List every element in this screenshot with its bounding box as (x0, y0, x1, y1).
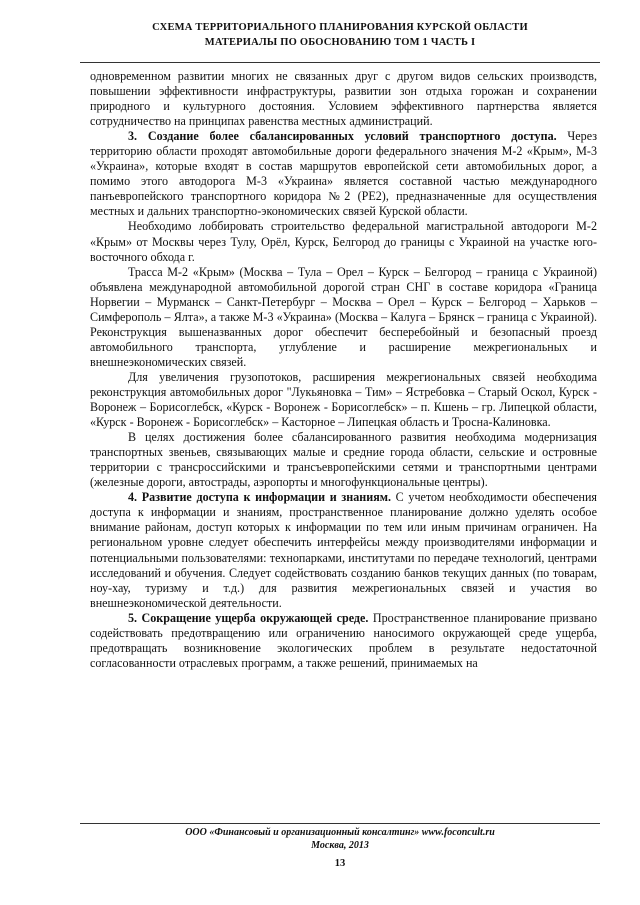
paragraph-information-access: 4. Развитие доступа к информации и знаниям. С учетом необходимости обеспечения доступа к информации и знаниям, пространственное планирование должно уделять особое внимание районам, доступ которых к информации по тем или иным причинам ограничен. На региональном уровне следует обеспечить интерфейсы между производителями информации и потенциальными пользователями: технопарками, институтами по передаче технологий, центрами исследований и обучения. Следует содействовать созданию банков текущих данных (по товарам, ноу-хау, туризму и т.д.) для развития межрегиональных связей и участия во внешнеэкономической деятельности. (90, 490, 597, 610)
header-subtitle: МАТЕРИАЛЫ ПО ОБОСНОВАНИЮ ТОМ 1 ЧАСТЬ I (204, 37, 476, 48)
paragraph-transport-access: 3. Создание более сбалансированных условий транспортного доступа. Через территорию области проходят автомобильные дороги федерального значения М-2 «Крым», М-3 «Украина», которые входят в состав маршрутов европейской сети автомобильных дорог, а помимо этого автодорога М-3 «Украина» является составной частью международного панъевропейского транспортного коридора №2 (РЕ2), предназначенные для осуществления местных и дальних транспортно-экономических связей Курской области. (90, 129, 597, 219)
section-heading-5: 5. Сокращение ущерба окружающей среде. (128, 610, 369, 625)
footer-company: ООО «Финансовый и организационный консалтинг» www.foconcult.ru (185, 827, 495, 838)
footer-city-year: Москва, 2013 (311, 840, 369, 851)
paragraph-modernization: В целях достижения более сбалансированного развития необходима модернизация транспортных звеньев, связывающих малые и средние города области, сельские и островные территории с трансроссийскими и трансъевропейскими сетями и транспортными центрами (железные дороги, автострады, аэропорты и многофункциональные центры). (90, 430, 597, 490)
paragraph-m2-route: Трасса М-2 «Крым» (Москва – Тула – Орел – Курск – Белгород – граница с Украиной) объявлена международной автомобильной дорогой стран СНГ в составе коридора «Граница Норвегии – Мурманск – Санкт-Петербург – Москва – Орел – Курск – Белгород – Харьков – Симферополь – Ялта», а также М-3 «Украина» (Москва – Калуга – Брянск – граница с Украиной). Реконструкция вышеназванных дорог обеспечит бесперебойный и безопасный проезд автомобильного транспорта, углубление и расширение межрегиональных и внешнеэкономических связей. (90, 264, 597, 369)
section-heading-4: 4. Развитие доступа к информации и знаниям. (128, 490, 392, 505)
paragraph-lobbying: Необходимо лоббировать строительство федеральной магистральной автодороги М-2 «Крым» от Москвы через Тулу, Орёл, Курск, Белгород до границы с Украиной на участке юго-восточного обхода г. (90, 219, 597, 264)
footer-divider (80, 823, 600, 824)
document-body (90, 69, 597, 671)
paragraph-reconstruction: Для увеличения грузопотоков, расширения межрегиональных связей необходима реконструкция автомобильных дорог "Лукьяновка – Тим» – Ястребовка – Старый Оскол, Курск - Воронеж – Борисоглебск, «Курск - Воронеж - Борисоглебск» – п. Кшень – гр. Липецкой области, «Курск - Воронеж - Борисоглебск» – Касторное – Липецкая область и Тросна-Калиновка. (90, 369, 597, 430)
header-divider (80, 62, 600, 63)
header-title: СХЕМА ТЕРРИТОРИАЛЬНОГО ПЛАНИРОВАНИЯ КУРСКОЙ ОБЛАСТИ (152, 22, 528, 33)
paragraph-continuation: одновременном развитии многих не связанных друг с другом видов сельских производств, повышении эффективности инфраструктуры, развитии зон отдыха горожан и сохранении природного и культурного достояния. Условием эффективного партнерства является сотрудничество на принципах равенства местных администраций. (90, 69, 597, 129)
section-heading-3: 3. Создание более сбалансированных условий транспортного доступа. (128, 129, 557, 144)
page-header (80, 20, 600, 50)
page-footer (80, 826, 600, 852)
page-number: 13 (334, 858, 346, 869)
paragraph-environment: 5. Сокращение ущерба окружающей среде. Пространственное планирование призвано содействовать предотвращению или ограничению наносимого окружающей среде ущерба, предотвращать возникновение экологических проблем в результате недостаточной согласованности отраслевых программ, а также решений, принимаемых на (90, 610, 597, 670)
